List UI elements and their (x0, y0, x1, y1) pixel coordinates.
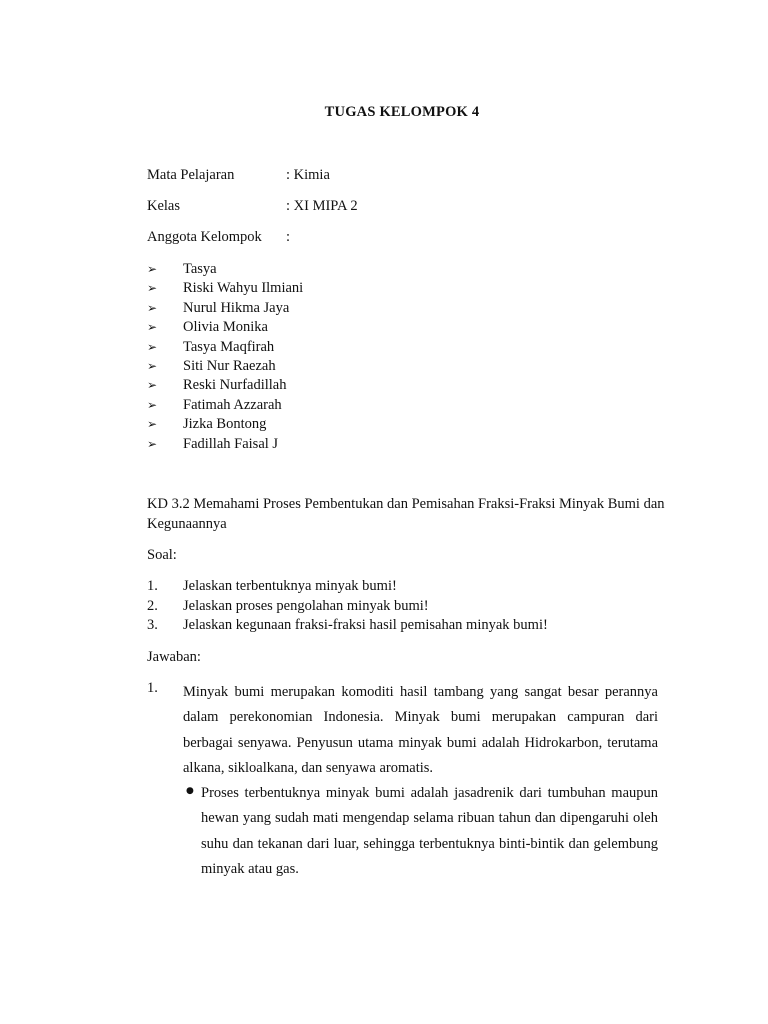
question-list (147, 577, 667, 636)
list-item (147, 279, 547, 298)
list-item (147, 616, 667, 636)
arrow-bullet-icon: ➢ (147, 378, 158, 393)
question-number: 2. (147, 597, 158, 614)
subject-row (147, 167, 647, 187)
list-item (147, 376, 547, 395)
member-name: Riski Wahyu Ilmiani (183, 280, 304, 297)
member-name: Olivia Monika (183, 319, 268, 336)
subject-label: Mata Pelajaran (147, 167, 235, 183)
members-colon: : (286, 229, 291, 245)
questions-heading: Soal: (147, 547, 177, 563)
arrow-bullet-icon: ➢ (147, 339, 158, 354)
list-item (147, 338, 547, 357)
members-row (147, 229, 647, 249)
question-text: Jelaskan kegunaan fraksi-fraksi hasil pemisahan minyak bumi! (183, 617, 548, 633)
list-item (147, 260, 547, 279)
question-text: Jelaskan terbentuknya minyak bumi! (183, 578, 397, 594)
member-name: Tasya (183, 261, 217, 277)
arrow-bullet-icon: ➢ (147, 436, 158, 451)
list-item (147, 357, 547, 376)
arrow-bullet-icon: ➢ (147, 300, 158, 315)
list-item (147, 435, 547, 454)
answers-heading: Jawaban: (147, 649, 201, 665)
member-name: Fadillah Faisal J (183, 435, 279, 452)
answer-sub-point: Proses terbentuknya minyak bumi adalah jasadrenik dari tumbuhan maupun hewan yang sudah mati mengendap selama ribuan tahun dan dipengaruhi oleh suhu dan tekanan dari luar, sehingga terbentuknya binti-bintik dan gelembung minyak atau gas. (201, 785, 658, 877)
member-list (147, 260, 547, 454)
class-row (147, 198, 647, 218)
list-item (147, 299, 547, 318)
list-item (147, 597, 667, 617)
arrow-bullet-icon: ➢ (147, 417, 158, 432)
question-text: Jelaskan proses pengolahan minyak bumi! (183, 597, 429, 614)
question-number: 3. (147, 617, 158, 633)
subject-value: : Kimia (286, 167, 330, 183)
member-name: Nurul Hikma Jaya (183, 299, 290, 316)
member-name: Jizka Bontong (183, 416, 267, 433)
list-item (147, 318, 547, 337)
list-item (147, 396, 547, 415)
dot-bullet-icon: ● (186, 786, 194, 796)
arrow-bullet-icon: ➢ (147, 262, 158, 276)
arrow-bullet-icon: ➢ (147, 358, 158, 373)
answer-paragraph: Minyak bumi merupakan komoditi hasil tambang yang sangat besar perannya dalam perekonomian Indonesia. Minyak bumi merupakan campuran dari berbagai senyawa. Penyusun utama minyak bumi adalah Hidrokarbon, terutama alkana, sikloalkana, dan senyawa aromatis. (183, 684, 658, 776)
member-name: Tasya Maqfirah (183, 338, 275, 355)
arrow-bullet-icon: ➢ (147, 281, 158, 296)
members-label: Anggota Kelompok (147, 229, 262, 245)
list-item (147, 415, 547, 434)
member-name: Siti Nur Raezah (183, 357, 276, 374)
competency-heading: KD 3.2 Memahami Proses Pembentukan dan Pemisahan Fraksi-Fraksi Minyak Bumi dan Kegunaannya (147, 496, 665, 532)
class-label: Kelas (147, 198, 181, 214)
class-value: : XI MIPA 2 (286, 198, 358, 214)
question-number: 1. (147, 578, 158, 594)
list-item (147, 577, 667, 597)
page-title: TUGAS KELOMPOK 4 (324, 104, 480, 120)
arrow-bullet-icon: ➢ (147, 320, 158, 335)
answer-number: 1. (147, 680, 158, 696)
member-name: Fatimah Azzarah (183, 396, 282, 413)
arrow-bullet-icon: ➢ (147, 397, 158, 412)
member-name: Reski Nurfadillah (183, 377, 287, 394)
